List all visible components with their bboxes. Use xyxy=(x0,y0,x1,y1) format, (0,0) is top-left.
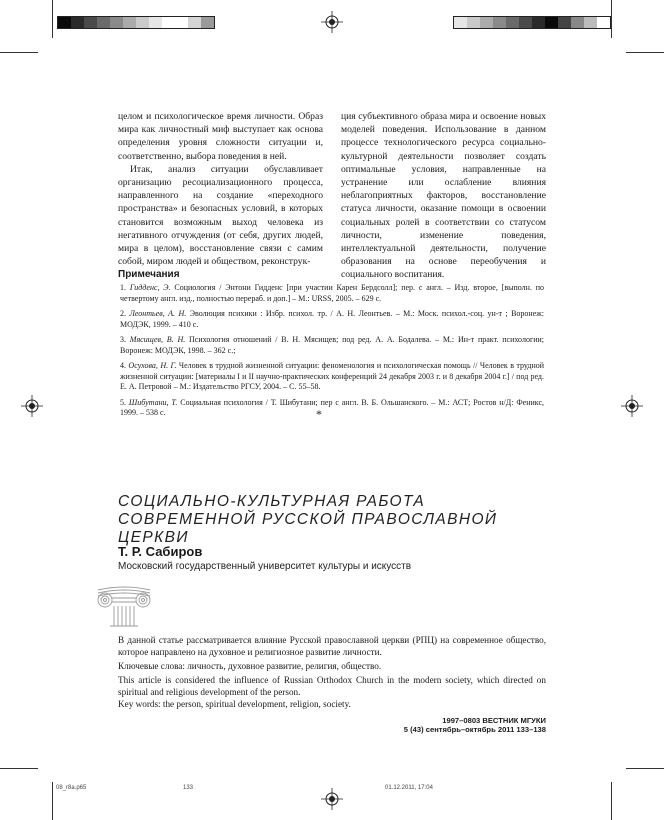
crop-mark xyxy=(52,782,53,820)
color-swatch xyxy=(467,17,480,28)
registration-mark-icon xyxy=(321,788,343,810)
color-swatch xyxy=(175,17,188,28)
note-text: Социология / Энтони Гидденс [при участии Карен Бердсолл]; пер. с англ. – Изд. второе, [выполн. по четвертому англ. изд., полностью перераб. и доп.] – М.: URSS, 2005. – 629 с. xyxy=(120,283,545,303)
crop-mark xyxy=(0,52,38,53)
notes-heading: Примечания xyxy=(118,269,180,280)
section-separator: * xyxy=(316,407,322,421)
color-swatch xyxy=(136,17,149,28)
paragraph: Итак, анализ ситуации обуславливает организацию ресоциализационного процесса, направленного на создание «переходного пространства» и безопасных условий, в которых становится возможным выход человека из негативного отчуждения (от себя, других людей, мира в целом), восстановление связи с самим собой, миром людей и обществом, реконструк- xyxy=(118,163,323,268)
color-swatch xyxy=(149,17,162,28)
notes-list xyxy=(120,283,544,424)
color-swatch xyxy=(97,17,110,28)
color-swatch xyxy=(519,17,532,28)
note-author: Гидденс, Э. xyxy=(129,283,171,292)
color-swatch xyxy=(584,17,597,28)
registration-mark-icon xyxy=(621,395,643,417)
color-swatch xyxy=(123,17,136,28)
note-text: Эволюция психики : Избр. психол. тр. / А. Н. Леонтьев. – М.: Моск. психол.-соц. ун-т ; Воронеж: МОДЭК, 1999. – 410 с. xyxy=(120,309,544,329)
article-title xyxy=(118,493,558,547)
keywords-en: Key words: the person, spiritual development, religion, society. xyxy=(118,699,351,709)
note-number: 4. xyxy=(120,361,126,370)
author-affiliation: Московский государственный университет культуры и искусств xyxy=(118,561,412,572)
slug-datetime: 01.12.2011, 17:04 xyxy=(385,785,433,791)
color-swatch xyxy=(188,17,201,28)
slug-page: 133 xyxy=(183,785,194,791)
color-strip-right xyxy=(453,16,611,29)
registration-mark-icon xyxy=(321,11,343,33)
color-swatch xyxy=(84,17,97,28)
color-swatch xyxy=(597,17,610,28)
journal-issue-pages: 5 (43) сентябрь–октябрь 2011 133–138 xyxy=(403,725,546,734)
color-swatch xyxy=(493,17,506,28)
article-title-line: СОВРЕМЕННОЙ РУССКОЙ ПРАВОСЛАВНОЙ ЦЕРКВИ xyxy=(118,511,498,546)
article-title-line: СОЦИАЛЬНО-КУЛЬТУРНАЯ РАБОТА xyxy=(118,493,426,510)
note-text: Человек в трудной жизненной ситуации: феноменология и психологическая помощь // Человек в трудной жизненной ситуации: [материалы I и II научно-практических конференций 24 декабря 2003 г. и 8 декабря 2004 г.] / под ред. Е. А. Петровой – М.: Издательство РГСУ, 2004. – С. 55–58. xyxy=(120,361,545,391)
note-item xyxy=(120,283,544,304)
color-swatch xyxy=(110,17,123,28)
note-author: Шибутани, Т. xyxy=(128,397,178,407)
note-number: 5. xyxy=(120,397,126,407)
crop-mark xyxy=(626,768,664,769)
body-column-left xyxy=(118,110,323,268)
paragraph: целом и психологическое время личности. Образ мира как личностный миф выступает как основа определения уровня сложности ситуации и, соответственно, выбора поведения в ней. xyxy=(118,111,323,162)
note-number: 3. xyxy=(120,335,126,344)
registration-mark-icon xyxy=(21,395,43,417)
color-swatch xyxy=(162,17,175,28)
color-swatch xyxy=(58,17,71,28)
note-text: Психология отношений / В. Н. Мясищев; под ред. А. А. Бодалева. – М.: Ин-т практ. психологии; Воронеж: МОДЭК, 1998. – 362 с.; xyxy=(120,335,545,355)
note-author: Мясищев, В. Н. xyxy=(129,335,186,344)
journal-issn-title: 1997–0803 ВЕСТНИК МГУКИ xyxy=(442,716,546,725)
crop-mark xyxy=(611,782,612,820)
color-swatch xyxy=(558,17,571,28)
crop-mark xyxy=(626,52,664,53)
color-swatch xyxy=(545,17,558,28)
crop-mark xyxy=(611,0,612,38)
slug-filename: 08_r8a.p65 xyxy=(56,785,87,791)
abstract-en: This article is considered the influence of Russian Orthodox Church in the modern society, which directed on spiritual and religious development of the person. xyxy=(118,675,546,697)
article-author: Т. Р. Сабиров xyxy=(118,544,203,559)
column-capital-icon xyxy=(96,580,152,628)
body-column-right xyxy=(341,110,546,282)
color-swatch xyxy=(532,17,545,28)
note-item xyxy=(120,398,544,419)
color-swatch xyxy=(506,17,519,28)
keywords-ru: Ключевые слова: личность, духовное развитие, религия, общество. xyxy=(118,661,382,671)
paragraph: ция субъективного образа мира и освоение новых моделей поведения. Использование в данном процессе технологического ресурса социально-культурной деятельности позволяет создать оптимальные условия, направленные на устранение или ослабление влияния неблагоприятных факторов, восстановление статуса личности, оказание помощи в освоении социальных ролей в соответствии со статусом личности, изменение поведения, интеллектуальной деятельности, получение образования на основе переобучения и социального воспитания. xyxy=(341,111,546,281)
color-swatch xyxy=(571,17,584,28)
note-item xyxy=(120,335,544,356)
color-swatch xyxy=(71,17,84,28)
color-swatch xyxy=(480,17,493,28)
color-strip-left xyxy=(57,16,215,29)
note-item xyxy=(120,361,544,393)
crop-mark xyxy=(52,0,53,38)
abstract-ru: В данной статье рассматривается влияние Русской православной церкви (РПЦ) на современное общество, которое направлено на духовное и религиозное развитие личности. xyxy=(118,635,546,657)
crop-mark xyxy=(0,768,38,769)
note-author: Леонтьев, А. Н. xyxy=(129,309,187,318)
note-number: 1. xyxy=(120,283,126,292)
color-swatch xyxy=(201,17,214,28)
note-text: Социальная психология / Т. Шибутани; пер с англ. В. Б. Ольшанского. – М.: АСТ; Ростов н/Д: Феникс, 1999. – 538 с. xyxy=(120,397,545,417)
note-number: 2. xyxy=(120,309,126,318)
color-swatch xyxy=(454,17,467,28)
note-author: Осухова, Н. Г. xyxy=(128,361,177,370)
note-item xyxy=(120,309,544,330)
